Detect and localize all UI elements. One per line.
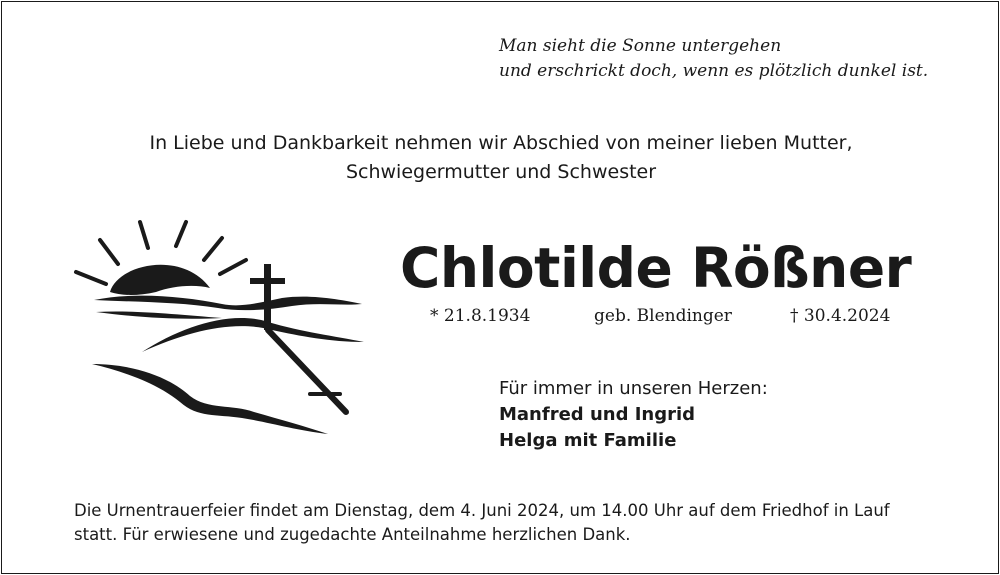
quote <box>499 34 928 84</box>
notice-line-2: statt. Für erwiesene und zugedachte Anteilnahme herzlichen Dank. <box>74 525 631 544</box>
quote-line-2: und erschrickt doch, wenn es plötzlich dunkel ist. <box>499 61 929 81</box>
funeral-notice <box>74 499 974 547</box>
notice-line-1: Die Urnentrauerfeier findet am Dienstag, dem 4. Juni 2024, um 14.00 Uhr auf dem Friedhof in Lauf <box>74 501 890 520</box>
birth-date: * 21.8.1934 <box>430 306 531 326</box>
mourners-line-2: Manfred und Ingrid <box>499 404 696 425</box>
deceased-name: Chlotilde Rößner <box>400 236 912 300</box>
intro-line-1: In Liebe und Dankbarkeit nehmen wir Abschied von meiner lieben Mutter, <box>149 132 853 154</box>
mourners <box>499 376 768 454</box>
mourners-line-1: Für immer in unseren Herzen: <box>499 378 768 399</box>
intro-text <box>2 129 1000 187</box>
sunset-cross-landscape-icon <box>72 212 372 447</box>
intro-line-2: Schwiegermutter und Schwester <box>345 161 657 183</box>
quote-line-1: Man sieht die Sonne untergehen <box>499 36 782 56</box>
obituary-card <box>1 1 999 574</box>
maiden-name: geb. Blendinger <box>594 306 732 326</box>
mourners-line-3: Helga mit Familie <box>499 430 677 451</box>
death-date: † 30.4.2024 <box>790 306 891 326</box>
